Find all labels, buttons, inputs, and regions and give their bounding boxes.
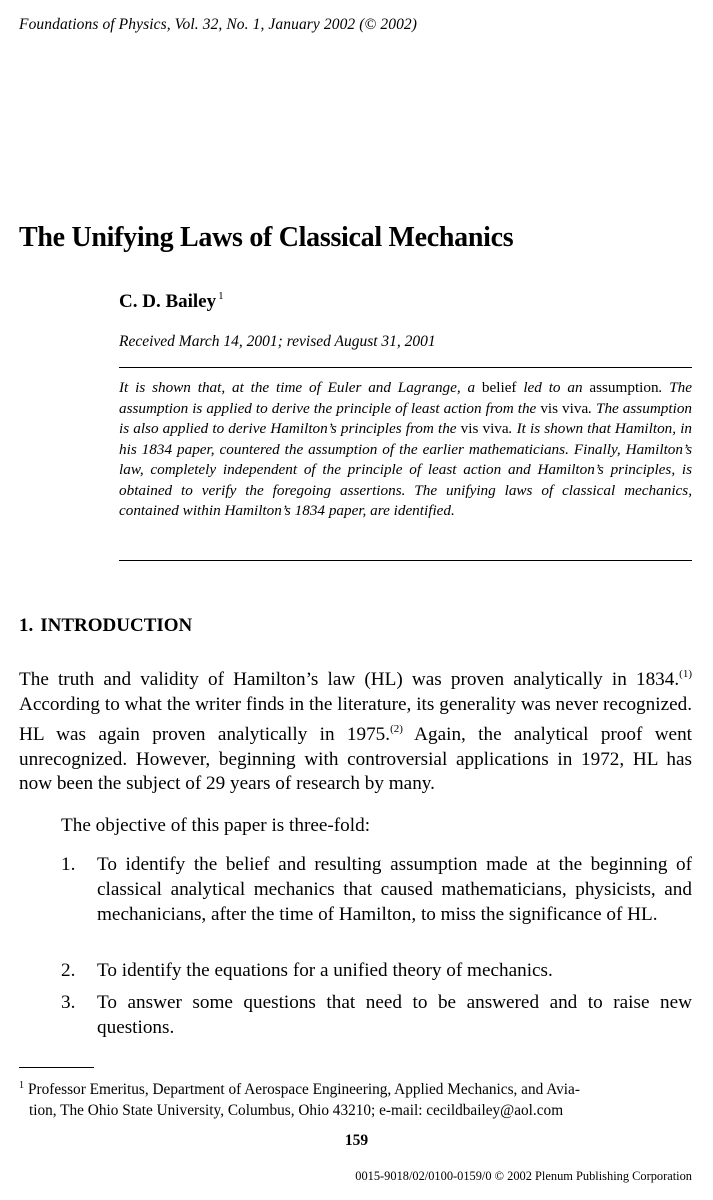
footnote-text-continued: tion, The Ohio State University, Columbus, Ohio 43210; e-mail: cecildbailey@aol.com: [29, 1102, 564, 1119]
list-text: To identify the belief and resulting assumption made at the beginning of classical analytical mechanics that caused mathematicians, physicists, and mechanicians, after the time of Hamilton, to miss the significance of HL.: [97, 854, 692, 925]
abstract-text: . The assumption is also applied to derive Hamilton’s principles from the: [119, 399, 693, 437]
footnote-mark: 1: [19, 1080, 24, 1091]
paragraph-text: According to what the writer finds in the literature, its generality was never recognized. HL was again proven analytically in 1975.: [19, 693, 692, 746]
paragraph-text: The truth and validity of Hamilton’s law (HL) was proven analytically in 1834.: [19, 669, 680, 690]
paragraph-text: Again, the analytical proof went unrecognized. However, beginning with controversial applications in 1972, HL has now been the subject of 29 years of research by many.: [19, 724, 692, 795]
list-text: To answer some questions that need to be answered and to raise new questions.: [97, 992, 692, 1038]
list-number: 1.: [61, 854, 76, 875]
abstract-text: assumption: [589, 379, 659, 396]
footnote-text: Professor Emeritus, Department of Aerospace Engineering, Applied Mechanics, and Avia-: [28, 1081, 580, 1098]
list-item: [61, 958, 692, 983]
citation-ref: (2): [390, 723, 403, 736]
abstract: [119, 378, 692, 522]
copyright-line: 0015-9018/02/0100-0159/0 © 2002 Plenum Publishing Corporation: [355, 1169, 692, 1183]
list-text: To identify the equations for a unified theory of mechanics.: [97, 960, 553, 981]
abstract-text: . It is shown that Hamilton, in his 1834 paper, countered the assumption of the earlier mathematicians. Finally, Hamilton’s law, completely independent of the principle of least action and Hamilton’s principles, is obtained to verify the foregoing assertions. The unifying laws of classical mechanics, contained within Hamilton’s 1834 paper, are identified.: [119, 420, 693, 519]
abstract-text: It is shown that, at the time of Euler and Lagrange, a: [119, 379, 482, 396]
section-number: 1.: [19, 615, 34, 636]
author-name: C. D. Bailey: [119, 291, 217, 312]
abstract-text: vis viva: [460, 420, 509, 437]
list-number: 3.: [61, 992, 76, 1013]
footnote-rule: [19, 1067, 94, 1068]
citation-ref: (1): [679, 668, 692, 680]
article-title: The Unifying Laws of Classical Mechanics: [19, 222, 514, 253]
list-number: 2.: [61, 960, 76, 981]
received-dates: Received March 14, 2001; revised August 31, 2001: [119, 333, 436, 350]
footnote: [19, 1075, 692, 1121]
section-heading: [19, 615, 192, 637]
list-item: [61, 852, 692, 927]
abstract-bottom-rule: [119, 560, 692, 561]
journal-header: Foundations of Physics, Vol. 32, No. 1, January 2002 (© 2002): [19, 16, 418, 33]
author-line: [119, 290, 224, 313]
author-footnote-mark: 1: [218, 290, 224, 302]
abstract-text: vis viva: [540, 399, 589, 417]
list-item: [61, 990, 692, 1040]
abstract-top-rule: [119, 367, 692, 368]
page-number: 159: [344, 1132, 369, 1149]
abstract-text: . The assumption is applied to derive the principle of least action from the: [119, 379, 692, 417]
abstract-text: led to an: [516, 379, 590, 396]
objective-paragraph: The objective of this paper is three-fold:: [61, 815, 371, 836]
abstract-text: belief: [481, 379, 517, 396]
intro-paragraph: [19, 662, 692, 797]
section-title: INTRODUCTION: [40, 615, 193, 636]
